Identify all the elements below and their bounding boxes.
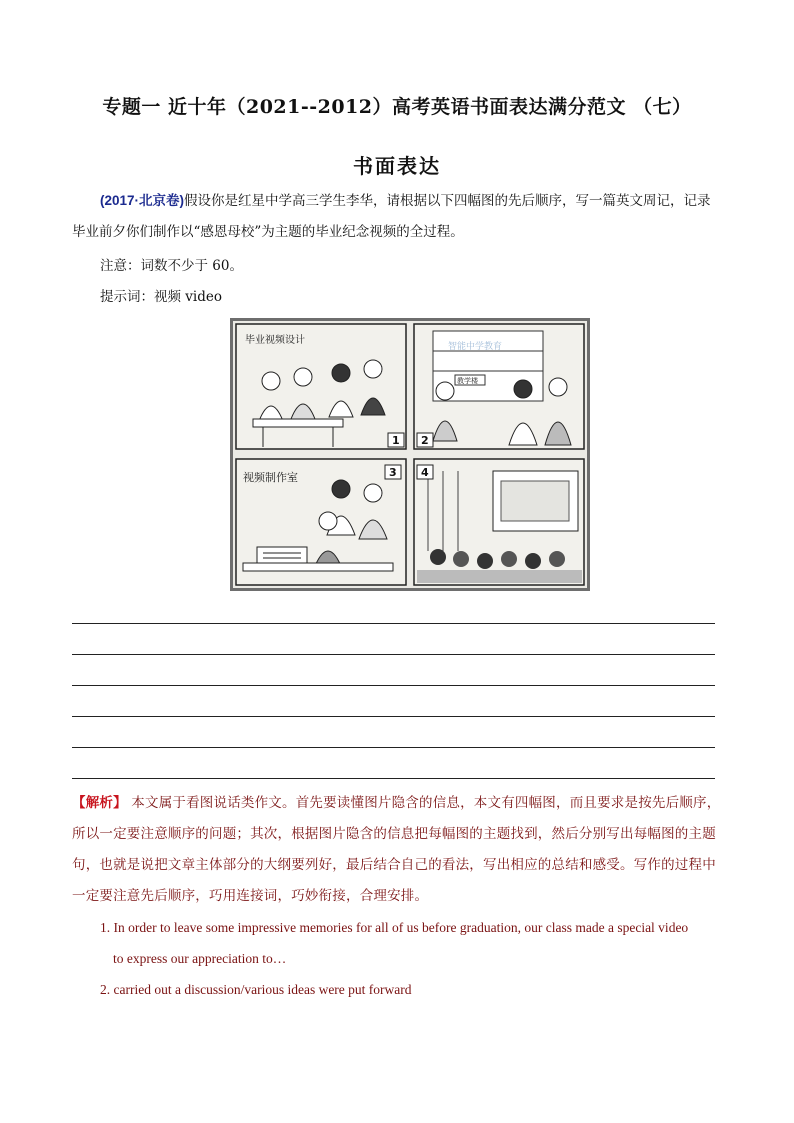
writing-prompt — [72, 185, 722, 248]
answer-line — [72, 654, 715, 655]
document-title: 专题一 近十年（2021--2012）高考英语书面表达满分范文 （七） — [102, 96, 692, 118]
panel1-sign: 毕业视频设计 — [245, 335, 305, 346]
watermark-text: 智能中学教育 — [448, 342, 503, 352]
four-panel-picture — [230, 318, 590, 591]
prompt-text: 假设你是红星中学高三学生李华，请根据以下四幅图的先后顺序，写一篇英文周记，记录毕业前夕你们制作以“感恩母校”为主题的毕业纪念视频的全过程。 — [72, 193, 711, 240]
panel-number-2: 2 — [421, 434, 429, 447]
panel-2 — [414, 324, 584, 449]
comic-illustration — [233, 321, 587, 588]
section-subtitle: 书面表达 — [353, 154, 441, 178]
word-count-note: 注意：词数不少于 60。 — [100, 258, 243, 274]
panel-number-4: 4 — [421, 466, 429, 479]
analysis-text: 本文属于看图说话类作文。首先要读懂图片隐含的信息，本文有四幅图，而且要求是按先后顺序，所以一定要注意顺序的问题；其次，根据图片隐含的信息把每幅图的主题找到，然后分别写出每幅图的主题句，也就是说把文章主体部分的大纲要列好，最后结合自己的看法，写出相应的总结和感受。写作的过程中一定要注意先后顺序，巧用连接词，巧妙衔接，合理安排。 — [72, 795, 721, 904]
panel-4 — [414, 459, 584, 585]
answer-line — [72, 716, 715, 717]
answer-line — [72, 747, 715, 748]
point-1-line-2: to express our appreciation to… — [113, 951, 287, 966]
prompt-source: (2017·北京卷) — [100, 193, 185, 208]
panel3-sign: 视频制作室 — [243, 471, 298, 484]
point-2-line-1: 2. carried out a discussion/various ideas were put forward — [100, 982, 412, 997]
analysis-paragraph — [72, 788, 724, 912]
answer-line — [72, 623, 715, 624]
answer-line — [72, 778, 715, 779]
panel-number-3: 3 — [389, 466, 397, 479]
panel-1 — [236, 324, 406, 449]
analysis-tag: 【解析】 — [72, 795, 127, 811]
point-1-line-1: 1. In order to leave some impressive memories for all of us before graduation, our class made a special video — [100, 920, 689, 935]
panel-3 — [236, 459, 406, 585]
answer-line — [72, 685, 715, 686]
panel-number-1: 1 — [392, 434, 400, 447]
panel2-sign: 教学楼 — [457, 377, 478, 385]
hint-words: 提示词：视频 video — [100, 289, 222, 305]
